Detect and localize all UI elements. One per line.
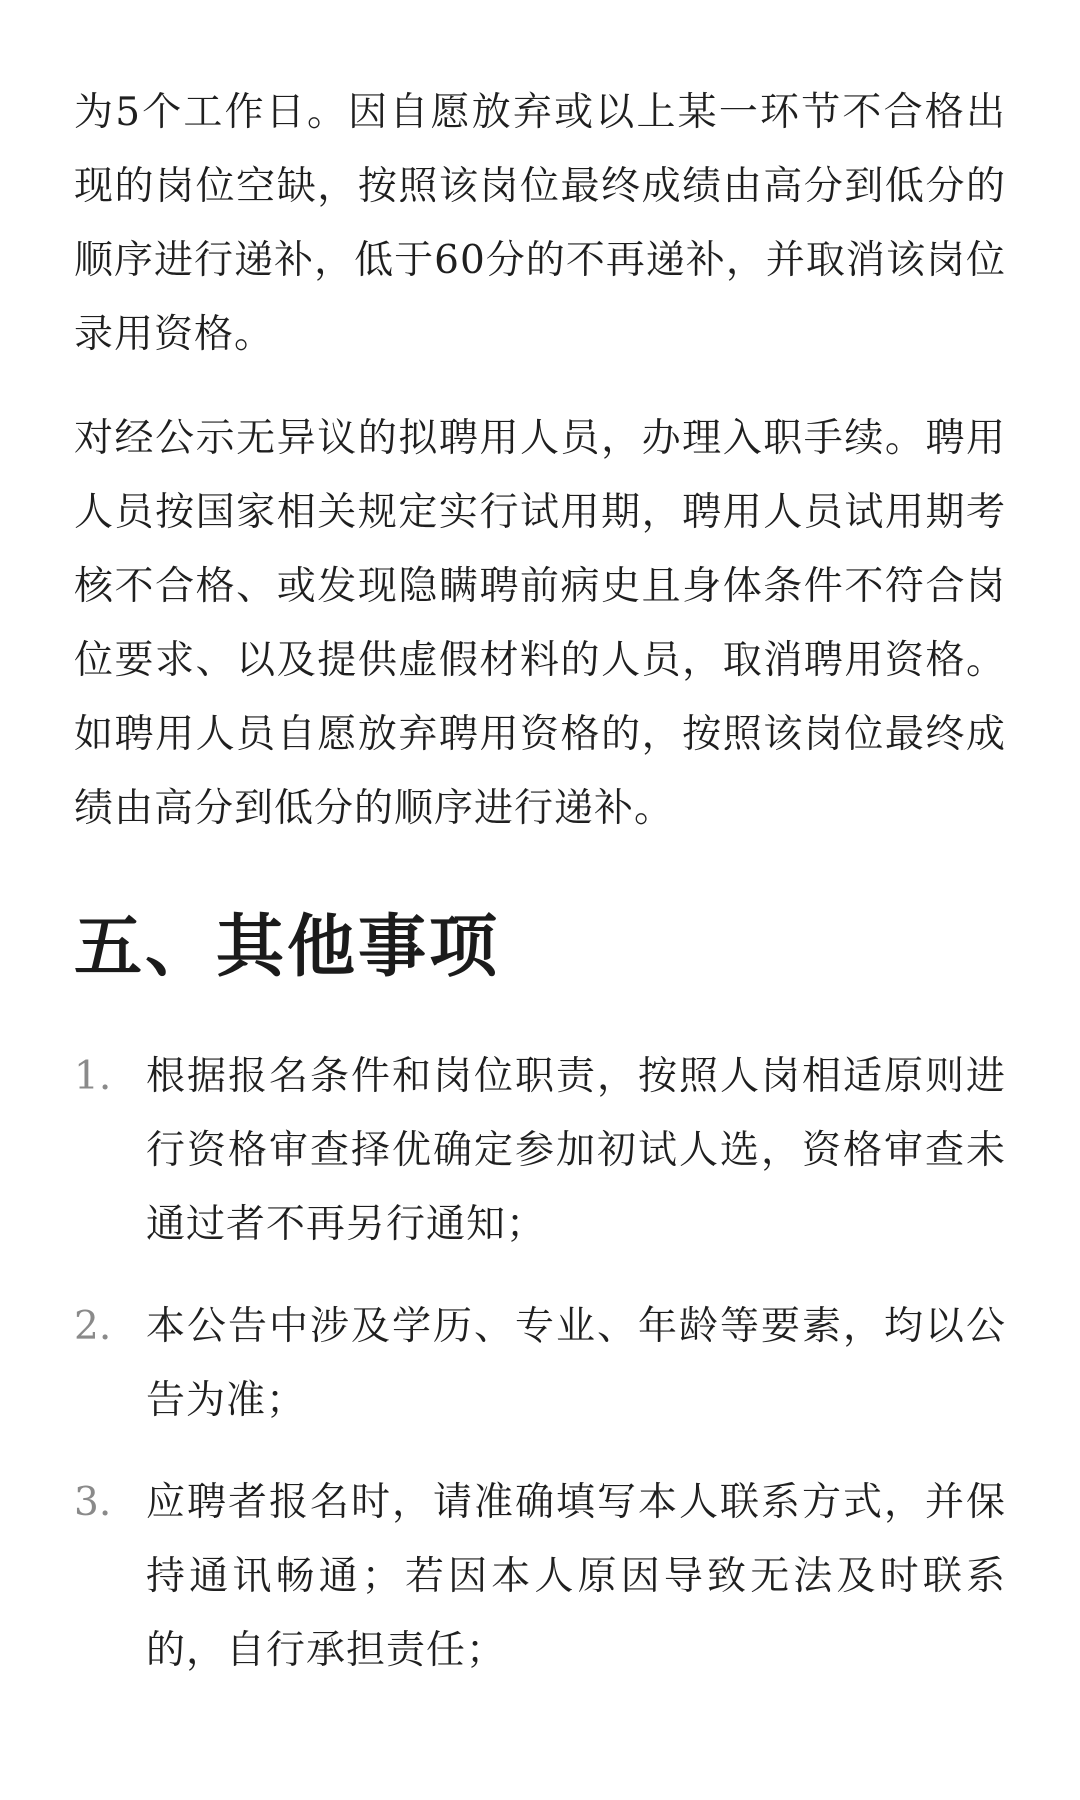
list-item-number: 1. [74, 1054, 112, 1099]
list-item-text: 本公告中涉及学历、专业、年龄等要素，均以公告为准； [146, 1304, 1006, 1423]
section-title: 五、其他事项 [74, 907, 501, 987]
list-item-text: 根据报名条件和岗位职责，按照人岗相适原则进行资格审查择优确定参加初试人选，资格审查未通过者不再另行通知； [146, 1054, 1006, 1247]
list-item [74, 1466, 1006, 1688]
article-paragraph: 为5个工作日。因自愿放弃或以上某一环节不合格出现的岗位空缺，按照该岗位最终成绩由高分到低分的顺序进行递补，低于60分的不再递补，并取消该岗位录用资格。 [74, 90, 1006, 357]
list-item [74, 1290, 1006, 1438]
numbered-list [74, 1040, 1006, 1688]
list-item-number: 3. [74, 1480, 112, 1525]
article-paragraph: 对经公示无异议的拟聘用人员，办理入职手续。聘用人员按国家相关规定实行试用期，聘用人员试用期考核不合格、或发现隐瞒聘前病史且身体条件不符合岗位要求、以及提供虚假材料的人员，取消聘用资格。如聘用人员自愿放弃聘用资格的，按照该岗位最终成绩由高分到低分的顺序进行递补。 [74, 416, 1006, 831]
list-item [74, 1040, 1006, 1262]
list-item-number: 2. [74, 1304, 112, 1349]
list-item-text: 应聘者报名时，请准确填写本人联系方式，并保持通讯畅通；若因本人原因导致无法及时联系的，自行承担责任； [146, 1480, 1006, 1673]
